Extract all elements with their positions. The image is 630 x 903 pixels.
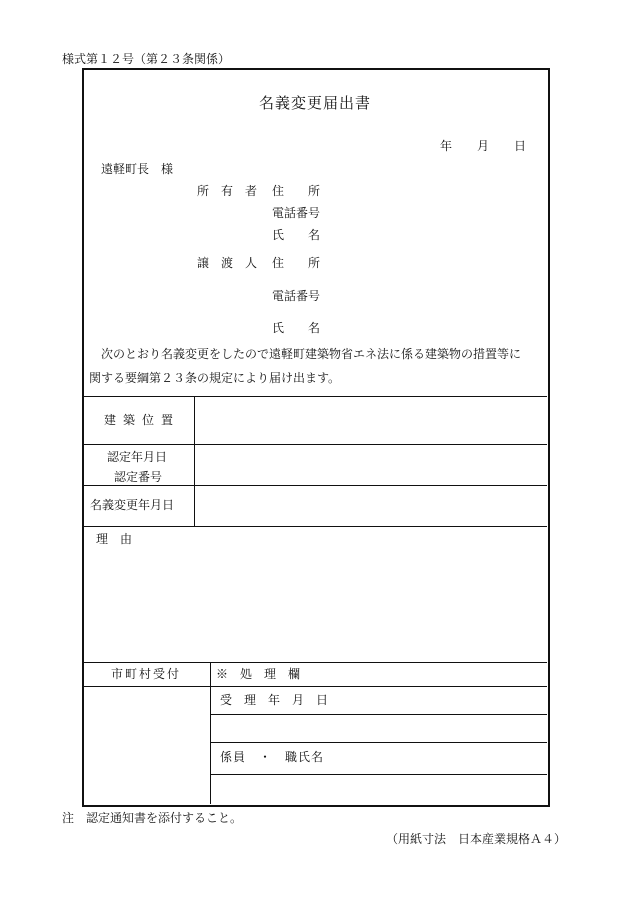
page-title: 名義変更届出書: [258, 94, 371, 112]
paper-size-note: （用紙寸法 日本産業規格Ａ４）: [386, 832, 567, 846]
col-rule-lower: [210, 662, 211, 804]
change-date-label: 名義変更年月日: [90, 498, 175, 512]
date-month: 月: [477, 139, 490, 153]
owner-phone-label: 電話番号: [272, 206, 321, 220]
row-rule-2: [83, 485, 547, 486]
transferor-phone-label: 電話番号: [272, 289, 321, 303]
cert-date-label: 認定年月日: [107, 450, 168, 464]
owner-address-label: 住 所: [272, 184, 321, 198]
footer-note: 注 認定通知書を添付すること。: [62, 811, 243, 825]
transferor-label: 譲 渡 人: [197, 256, 258, 270]
town-reception-label: 市町村受付: [111, 667, 182, 681]
statement-line-2: 関する要綱第２３条の規定により届け出ます。: [89, 371, 341, 385]
date-day: 日: [514, 139, 527, 153]
row-rule-7: [210, 742, 547, 743]
date-year: 年: [440, 139, 453, 153]
owner-name-label: 氏 名: [272, 228, 321, 242]
reason-label: 理 由: [96, 532, 133, 546]
col-rule-upper: [194, 396, 195, 526]
row-rule-3: [83, 526, 547, 527]
transferor-name-label: 氏 名: [272, 321, 321, 335]
addressee: 遠軽町長 様: [101, 162, 174, 176]
row-rule-1: [83, 444, 547, 445]
row-rule-6: [210, 714, 547, 715]
statement-line-1: 次のとおり名義変更をしたので遠軽町建築物省エネ法に係る建築物の措置等に: [101, 347, 522, 361]
staff-label: 係員 ・ 職氏名: [220, 750, 325, 764]
row-rule-5: [83, 686, 547, 687]
row-rule-8: [210, 774, 547, 775]
form-number: 様式第１２号（第２３条関係）: [62, 52, 231, 66]
processing-label: ※ 処 理 欄: [216, 667, 301, 681]
transferor-address-label: 住 所: [272, 256, 321, 270]
table-top-rule: [83, 396, 547, 397]
receipt-date-label: 受 理 年 月 日: [220, 693, 329, 707]
owner-label: 所 有 者: [197, 184, 258, 198]
cert-number-label: 認定番号: [114, 470, 163, 484]
building-location-label: 建築位置: [104, 413, 181, 427]
row-rule-4: [83, 662, 547, 663]
